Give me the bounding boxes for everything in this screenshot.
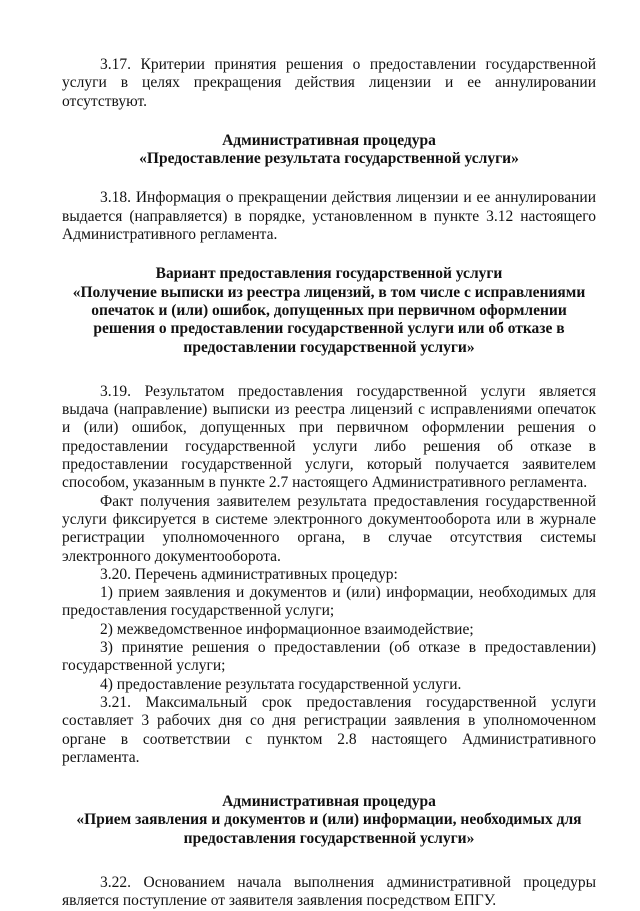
heading-result-provision: «Предоставление результата государственной услуги» [139, 150, 519, 168]
list-item-1: 1) прием заявления и документов и (или) информации, необходимых для предоставления государственной услуги; [62, 584, 596, 620]
paragraph-3-21: 3.21. Максимальный срок предоставления государственной услуги составляет 3 рабочих дня со дня регистрации заявления в уполномоченном органе в соответствии с пунктом 2.8 настоящего Административного регламента. [62, 693, 596, 766]
heading-admin-procedure: Административная процедура [222, 131, 436, 149]
heading-extract-from-registry: «Получение выписки из реестра лицензий, в том числе с исправлениями опечаток и (или) ошибок, допущенных при первичном оформлении решения о предоставлении государственной услуги или об отказе в предоставлении государственной услуги» [72, 283, 586, 356]
heading-service-variant: Вариант предоставления государственной услуги [155, 265, 503, 283]
paragraph-3-22: 3.22. Основанием начала выполнения административной процедуры является поступление от заявителя заявления посредством ЕПГУ. [62, 873, 596, 910]
paragraph-3-19: 3.19. Результатом предоставления государственной услуги является выдача (направление) выписки из реестра лицензий с исправлениями опечаток и (или) ошибок, допущенных при первичном оформлении решения о предоставлении государственной услуги либо решения об отказе в предоставлении государственной услуги, который получается заявителем способом, указанным в пункте 2.7 настоящего Административного регламента. [62, 382, 596, 492]
paragraph-3-20: 3.20. Перечень административных процедур: [100, 565, 398, 583]
paragraph-3-18: 3.18. Информация о прекращении действия лицензии и ее аннулировании выдается (направляется) в порядке, установленном в пункте 3.12 настоящего Административного регламента. [62, 189, 596, 244]
paragraph-fact-of-receipt: Факт получения заявителем результата предоставления государственной услуги фиксируется в системе электронного документооборота или в журнале регистрации уполномоченного органа, в случае отсутствия системы электронного документооборота. [62, 492, 596, 565]
heading-admin-procedure-2: Административная процедура [222, 793, 436, 811]
document-page [62, 56, 596, 911]
list-item-4: 4) предоставление результата государственной услуги. [100, 675, 462, 693]
list-item-2: 2) межведомственное информационное взаимодействие; [100, 620, 474, 638]
list-item-3: 3) принятие решения о предоставлении (об отказе в предоставлении) государственной услуги; [62, 639, 596, 675]
heading-application-intake: «Прием заявления и документов и (или) информации, необходимых для предоставления государственной услуги» [76, 811, 582, 847]
paragraph-3-17: 3.17. Критерии принятия решения о предоставлении государственной услуги в целях прекращения действия лицензии и ее аннулировании отсутствуют. [62, 56, 596, 110]
